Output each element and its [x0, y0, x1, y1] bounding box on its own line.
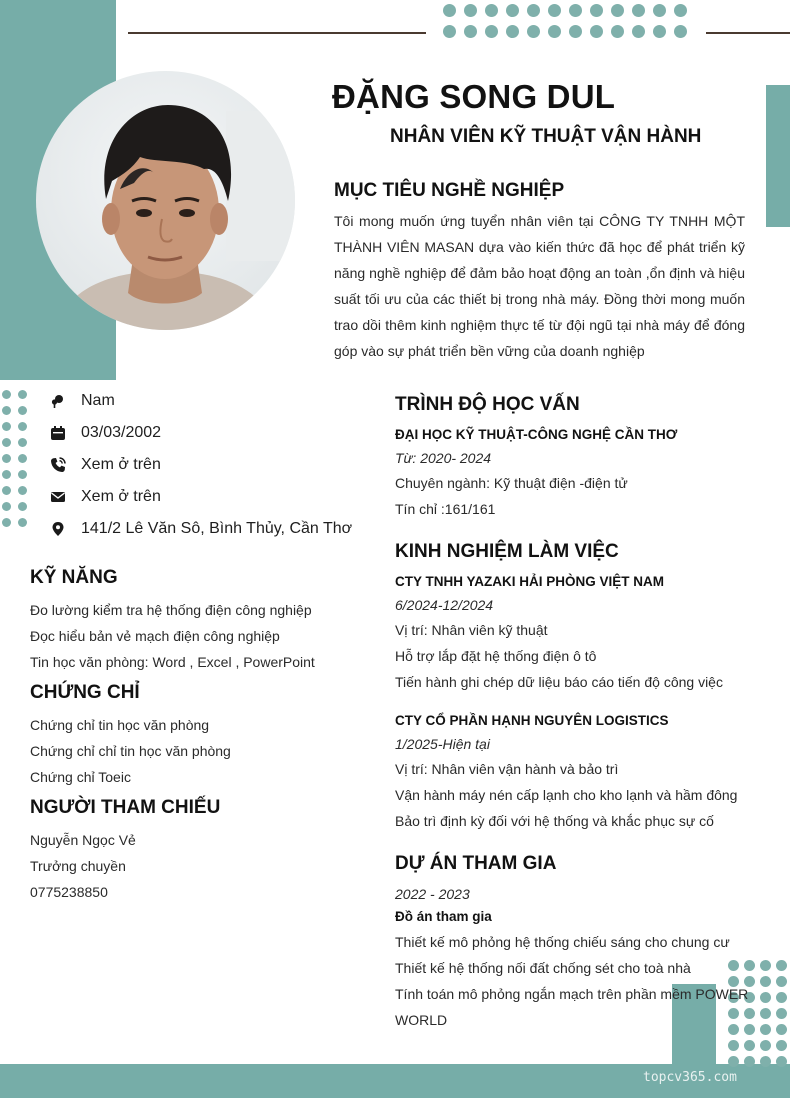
decorative-dot — [760, 976, 771, 987]
job-line: Bảo trì định kỳ đối với hệ thống và khắc phục sự cố — [395, 813, 714, 829]
decorative-dot — [2, 470, 11, 479]
decorative-dot — [760, 1056, 771, 1067]
decorative-dot — [2, 518, 11, 527]
decorative-dot — [590, 4, 603, 17]
job-line: Tiến hành ghi chép dữ liệu báo cáo tiến độ công việc — [395, 674, 723, 690]
decorative-dot — [776, 1024, 787, 1035]
phone-icon — [48, 455, 68, 475]
decorative-dot — [744, 1040, 755, 1051]
avatar-portrait — [36, 71, 295, 330]
decorative-dot — [2, 406, 11, 415]
decorative-dot — [760, 1008, 771, 1019]
certificates-title: CHỨNG CHỈ — [30, 682, 140, 703]
decorative-dot — [2, 390, 11, 399]
decorative-dot — [728, 1056, 739, 1067]
decorative-dot — [485, 4, 498, 17]
contact-birthday — [48, 423, 161, 443]
decorative-dot — [18, 518, 27, 527]
project-name: Đồ án tham gia — [395, 909, 492, 924]
decorative-dot — [18, 502, 27, 511]
job-title: NHÂN VIÊN KỸ THUẬT VẬN HÀNH — [390, 126, 702, 147]
decorative-dot — [776, 1040, 787, 1051]
header-rule-right — [706, 32, 790, 34]
decorative-dot — [2, 486, 11, 495]
skill-item: Đo lường kiểm tra hệ thống điện công nghiệp — [30, 602, 312, 618]
education-school: ĐẠI HỌC KỸ THUẬT-CÔNG NGHỆ CẦN THƠ — [395, 427, 678, 442]
decorative-dot — [653, 25, 666, 38]
decorative-dot — [18, 390, 27, 399]
decorative-dot — [18, 438, 27, 447]
reference-phone: 0775238850 — [30, 884, 108, 900]
job-company: CTY CỔ PHẦN HẠNH NGUYÊN LOGISTICS — [395, 713, 669, 728]
decorative-right-tab — [766, 85, 790, 227]
decorative-dot — [611, 4, 624, 17]
decorative-dot — [18, 454, 27, 463]
contact-gender — [48, 391, 115, 411]
job-period: 1/2025-Hiện tại — [395, 736, 490, 752]
calendar-icon — [48, 423, 68, 443]
decorative-dot — [611, 25, 624, 38]
decorative-dot — [2, 502, 11, 511]
job-period: 6/2024-12/2024 — [395, 597, 494, 613]
decorative-dot — [744, 1056, 755, 1067]
job-line: Vị trí: Nhân viên kỹ thuật — [395, 622, 548, 638]
skill-item: Tin học văn phòng: Word , Excel , PowerPoint — [30, 654, 315, 670]
decorative-dot — [2, 454, 11, 463]
certificate-item: Chứng chỉ Toeic — [30, 769, 131, 785]
location-pin-icon — [48, 519, 68, 539]
job-line: Vị trí: Nhân viên vận hành và bảo trì — [395, 761, 619, 777]
decorative-dot — [728, 1008, 739, 1019]
decorative-dot — [2, 422, 11, 431]
decorative-dot — [527, 4, 540, 17]
job-company: CTY TNHH YAZAKI HẢI PHÒNG VIỆT NAM — [395, 574, 665, 589]
certificate-item: Chứng chỉ tin học văn phòng — [30, 717, 210, 733]
decorative-dot — [760, 1040, 771, 1051]
dot-pattern-top — [443, 4, 695, 46]
decorative-dot — [674, 25, 687, 38]
project-line: Thiết kế mô phỏng hệ thống chiếu sáng cho chung cư — [395, 934, 730, 950]
header-rule-left — [128, 32, 426, 34]
decorative-dot — [744, 1008, 755, 1019]
decorative-dot — [18, 406, 27, 415]
envelope-icon — [48, 487, 68, 507]
decorative-dot — [728, 1024, 739, 1035]
experience-title: KINH NGHIỆM LÀM VIỆC — [395, 541, 619, 562]
decorative-dot — [443, 25, 456, 38]
skills-title: KỸ NĂNG — [30, 567, 118, 588]
contact-email-value: Xem ở trên — [81, 488, 161, 505]
decorative-dot — [464, 4, 477, 17]
project-period: 2022 - 2023 — [395, 886, 470, 902]
job-line: Vận hành máy nén cấp lạnh cho kho lạnh và hầm đông — [395, 787, 738, 803]
dot-pattern-right — [728, 960, 790, 1072]
contact-phone-value: Xem ở trên — [81, 456, 161, 473]
decorative-dot — [728, 960, 739, 971]
project-line: Thiết kế hệ thống nối đất chống sét cho toà nhà — [395, 960, 691, 976]
references-title: NGƯỜI THAM CHIẾU — [30, 797, 221, 818]
reference-position: Trưởng chuyền — [30, 858, 126, 874]
job-line: Hỗ trợ lắp đặt hệ thống điện ô tô — [395, 648, 597, 664]
contact-address — [48, 519, 352, 539]
certificate-item: Chứng chỉ chỉ tin học văn phòng — [30, 743, 231, 759]
decorative-dot — [2, 438, 11, 447]
decorative-dot — [18, 422, 27, 431]
decorative-dot — [548, 4, 561, 17]
objective-title: MỤC TIÊU NGHỀ NGHIỆP — [334, 180, 565, 201]
decorative-dot — [744, 1024, 755, 1035]
dot-pattern-left — [2, 390, 34, 534]
avatar — [36, 71, 295, 330]
decorative-dot — [569, 4, 582, 17]
decorative-dot — [527, 25, 540, 38]
decorative-dot — [744, 960, 755, 971]
decorative-dot — [632, 25, 645, 38]
education-major: Chuyên ngành: Kỹ thuật điện -điện tử — [395, 475, 628, 491]
decorative-dot — [674, 4, 687, 17]
projects-title: DỰ ÁN THAM GIA — [395, 853, 557, 874]
decorative-dot — [760, 992, 771, 1003]
decorative-dot — [728, 1040, 739, 1051]
contact-address-value: 141/2 Lê Văn Sô, Bình Thủy, Cần Thơ — [81, 520, 353, 537]
decorative-dot — [548, 25, 561, 38]
education-credits: Tín chỉ :161/161 — [395, 501, 496, 517]
education-title: TRÌNH ĐỘ HỌC VẤN — [395, 394, 580, 415]
decorative-dot — [776, 1056, 787, 1067]
decorative-dot — [18, 470, 27, 479]
candidate-name: ĐẶNG SONG DUL — [332, 78, 616, 115]
decorative-dot — [506, 4, 519, 17]
project-line: Tính toán mô phỏng ngắn mạch trên phần mềm POWER — [395, 986, 749, 1002]
contact-gender-value: Nam — [81, 392, 115, 409]
decorative-dot — [776, 960, 787, 971]
decorative-dot — [485, 25, 498, 38]
decorative-dot — [653, 4, 666, 17]
project-line-continued: WORLD — [395, 1012, 448, 1028]
skill-item: Đọc hiểu bản vẻ mạch điện công nghiệp — [30, 628, 280, 644]
watermark-text: topcv365.com — [643, 1070, 737, 1085]
contact-email — [48, 487, 161, 507]
decorative-dot — [632, 4, 645, 17]
decorative-dot — [464, 25, 477, 38]
decorative-dot — [776, 992, 787, 1003]
decorative-dot — [506, 25, 519, 38]
gender-icon — [48, 391, 68, 411]
decorative-dot — [18, 486, 27, 495]
reference-name: Nguyễn Ngọc Vẻ — [30, 832, 136, 848]
decorative-dot — [443, 4, 456, 17]
education-period: Từ: 2020- 2024 — [395, 450, 492, 466]
decorative-dot — [776, 1008, 787, 1019]
contact-phone — [48, 455, 161, 475]
decorative-dot — [760, 1024, 771, 1035]
decorative-dot — [760, 960, 771, 971]
decorative-dot — [569, 25, 582, 38]
decorative-dot — [776, 976, 787, 987]
decorative-dot — [590, 25, 603, 38]
contact-birthday-value: 03/03/2002 — [81, 424, 162, 441]
objective-text: Tôi mong muốn ứng tuyển nhân viên tại CÔNG TY TNHH MỘT THÀNH VIÊN MASAN dựa vào kiến thức đã học để phát triển kỹ năng nghề nghiệp để đảm bảo hoạt động an toàn ,ổn định và hiệu suất tối ưu của các thiết bị trong nhà máy. Đồng thời mong muốn trao dồi thêm kinh nghiệm thực tế từ đội ngũ tại nhà máy để đóng góp vào sự phát triển bền vững của doanh nghiệp — [334, 213, 745, 359]
